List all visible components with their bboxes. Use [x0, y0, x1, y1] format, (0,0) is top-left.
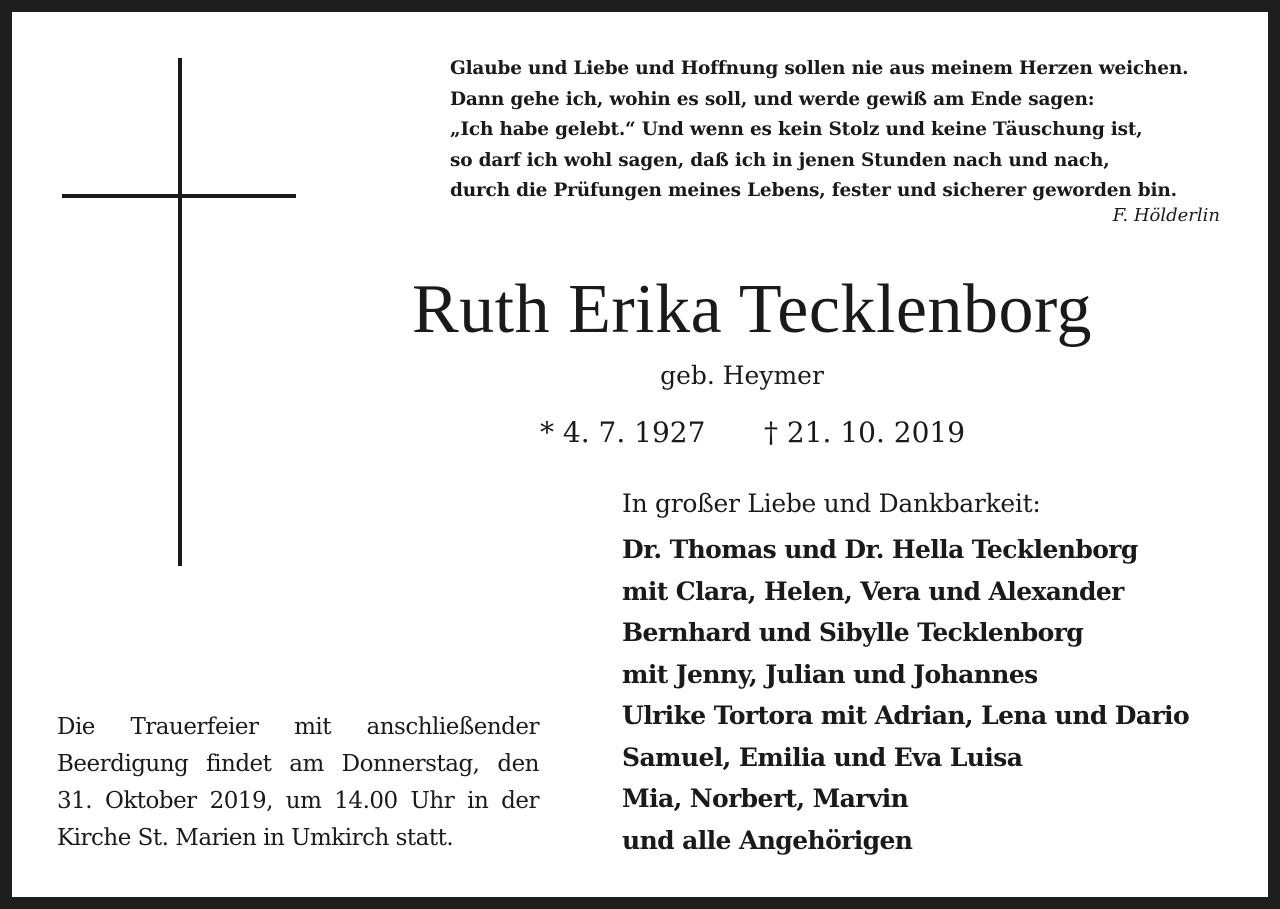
poem-quote [450, 54, 1230, 207]
mourners-list [622, 529, 1189, 861]
mourner-line: Bernhard und Sibylle Tecklenborg [622, 618, 1084, 647]
quote-line: „Ich habe gelebt.“ Und wenn es kein Stolz und keine Täuschung ist, [450, 119, 1143, 140]
cross-icon-horizontal-bar [62, 194, 296, 198]
mourner-line: Ulrike Tortora mit Adrian, Lena und Dario [622, 701, 1190, 730]
birth-date: * 4. 7. 1927 [540, 416, 706, 449]
mourner-line: Samuel, Emilia und Eva Luisa [622, 742, 1023, 772]
quote-line: so darf ich wohl sagen, daß ich in jenen Stunden nach und nach, [450, 149, 1110, 171]
quote-line: Dann gehe ich, wohin es soll, und werde gewiß am Ende sagen: [450, 88, 1095, 110]
mourners-intro: In großer Liebe und Dankbarkeit: [622, 489, 1041, 518]
quote-line: Glaube und Liebe und Hoffnung sollen nie aus meinem Herzen weichen. [450, 58, 1189, 79]
cross-icon-vertical-bar [178, 58, 182, 566]
mourner-line: und alle Angehörigen [622, 825, 913, 855]
funeral-notice [57, 709, 539, 857]
quote-line: durch die Prüfungen meines Lebens, fester und sicherer geworden bin. [450, 180, 1177, 201]
quote-author: F. Hölderlin [1112, 205, 1220, 226]
mourner-line: Mia, Norbert, Marvin [622, 784, 909, 813]
funeral-line: Die Trauerfeier mit anschließender [57, 714, 539, 740]
obituary-card [12, 12, 1268, 897]
deceased-name: Ruth Erika Tecklenborg [411, 271, 1093, 348]
funeral-line: 31. Oktober 2019, um 14.00 Uhr in der [57, 788, 539, 814]
funeral-line: Beerdigung findet am Donnerstag, den [57, 751, 539, 777]
death-date: † 21. 10. 2019 [764, 416, 966, 449]
funeral-line: Kirche St. Marien in Umkirch statt. [57, 825, 454, 851]
birth-name: geb. Heymer [660, 361, 824, 390]
mourner-line: mit Jenny, Julian und Johannes [622, 659, 1038, 689]
mourner-line: Dr. Thomas und Dr. Hella Tecklenborg [622, 535, 1138, 564]
mourner-line: mit Clara, Helen, Vera und Alexander [622, 576, 1124, 606]
